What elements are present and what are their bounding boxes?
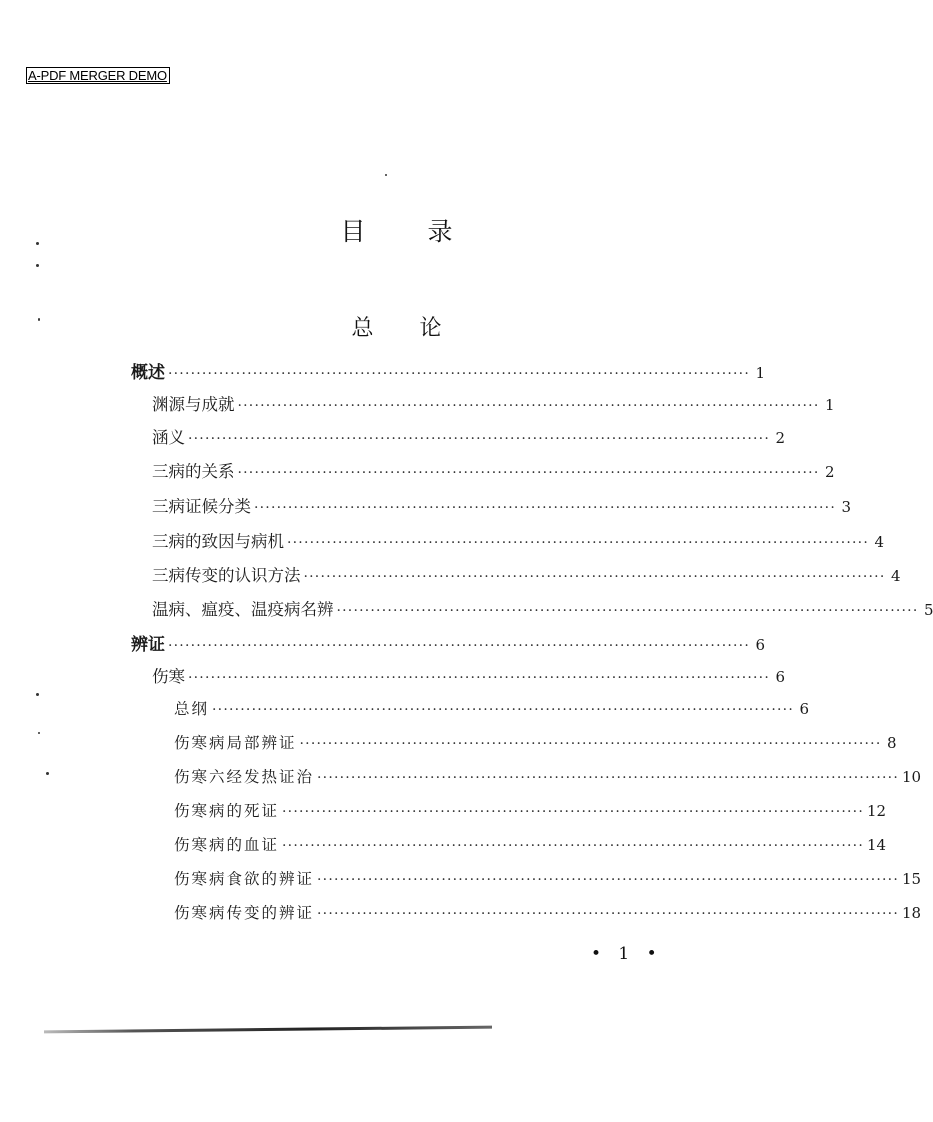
scan-edge-line [44, 1026, 492, 1034]
toc-leader-dots: ······································································································· [299, 736, 882, 752]
toc-leader-dots: ······································································································· [168, 638, 750, 654]
toc-entry[interactable] [152, 391, 835, 421]
toc-entry-label: 温病、瘟疫、温疫病名辨 [152, 600, 334, 619]
toc-leader-dots: ······································································································· [317, 906, 899, 922]
toc-entry[interactable] [174, 765, 922, 795]
toc-leader-dots: ······································································································· [317, 872, 899, 888]
toc-leader-dots: ······································································································· [168, 366, 750, 382]
toc-entry-label: 三病传变的认识方法 [152, 566, 301, 585]
toc-leader-dots: ······································································································· [317, 770, 899, 786]
toc-leader-dots: ······································································································· [282, 804, 864, 820]
toc-entry-label: 辨证 [131, 635, 165, 655]
toc-entry[interactable] [152, 424, 785, 454]
toc-entry-label: 伤寒病的死证 [174, 802, 280, 820]
toc-entry[interactable] [152, 596, 933, 626]
toc-entry-label: 概述 [131, 363, 165, 383]
page-number: • 1 • [591, 944, 663, 964]
toc-leader-dots: ······································································································· [212, 702, 794, 718]
toc-entry-label: 渊源与成就 [152, 395, 235, 414]
scan-speck [38, 732, 40, 734]
scan-speck [36, 264, 39, 267]
toc-entry-label: 伤寒病食欲的辨证 [174, 870, 315, 888]
toc-entry-page: 2 [775, 429, 785, 447]
toc-leader-dots: ······································································································· [188, 670, 770, 686]
toc-entry-label: 伤寒 [152, 667, 185, 686]
toc-leader-dots: ······································································································· [237, 398, 820, 414]
toc-entry-page: 5 [923, 601, 933, 619]
scan-speck [36, 242, 39, 245]
scan-speck [38, 318, 40, 321]
toc-entry-label: 伤寒病的血证 [174, 836, 280, 854]
toc-leader-dots: ······································································································· [336, 603, 919, 619]
toc-entry-label: 伤寒病传变的辨证 [174, 904, 315, 922]
toc-entry-label: 伤寒六经发热证治 [174, 768, 315, 786]
toc-entry[interactable] [174, 697, 809, 727]
toc-entry-page: 2 [824, 463, 835, 481]
toc-entry-label: 三病证候分类 [152, 497, 251, 516]
section-title: 总论 [351, 316, 488, 341]
scan-speck [385, 174, 387, 176]
toc-entry[interactable] [152, 458, 835, 488]
toc-entry-page: 10 [902, 768, 922, 786]
toc-entry-label: 总纲 [174, 700, 210, 718]
toc-entry-label: 伤寒病局部辨证 [174, 734, 297, 752]
toc-entry-page: 6 [799, 700, 809, 718]
toc-leader-dots: ······································································································· [282, 838, 864, 854]
toc-entry[interactable] [174, 731, 897, 761]
toc-entry-label: 涵义 [152, 428, 185, 447]
toc-leader-dots: ······································································································· [287, 535, 869, 551]
toc-entry-page: 6 [775, 668, 785, 686]
watermark-label: A-PDF MERGER DEMO [26, 67, 170, 84]
toc-entry[interactable] [152, 663, 785, 693]
toc-entry[interactable] [152, 528, 884, 558]
toc-entry-page: 14 [867, 836, 887, 854]
toc-entry-page: 4 [874, 533, 884, 551]
toc-entry[interactable] [131, 630, 765, 660]
toc-entry-page: 18 [902, 904, 922, 922]
toc-entry-page: 6 [755, 636, 765, 654]
toc-entry[interactable] [152, 562, 901, 592]
scan-speck [36, 693, 39, 696]
toc-entry-page: 4 [890, 567, 901, 585]
toc-leader-dots: ······································································································· [303, 569, 886, 585]
toc-entry[interactable] [131, 358, 765, 388]
toc-entry-page: 3 [841, 498, 851, 516]
toc-entry-page: 12 [867, 802, 887, 820]
toc-entry-page: 8 [886, 734, 897, 752]
toc-leader-dots: ······································································································· [254, 500, 836, 516]
toc-entry[interactable] [174, 833, 887, 863]
toc-entry[interactable] [174, 799, 887, 829]
toc-entry[interactable] [152, 493, 851, 523]
toc-entry-label: 三病的关系 [152, 462, 235, 481]
scan-speck [46, 772, 49, 775]
toc-entry-page: 1 [755, 364, 765, 382]
page-title: 目录 [340, 217, 515, 246]
toc-entry[interactable] [174, 867, 922, 897]
toc-leader-dots: ······································································································· [237, 465, 820, 481]
toc-leader-dots: ······································································································· [188, 431, 770, 447]
toc-entry-page: 1 [824, 396, 835, 414]
toc-entry-label: 三病的致因与病机 [152, 532, 284, 551]
toc-entry-page: 15 [902, 870, 922, 888]
toc-entry[interactable] [174, 901, 922, 931]
